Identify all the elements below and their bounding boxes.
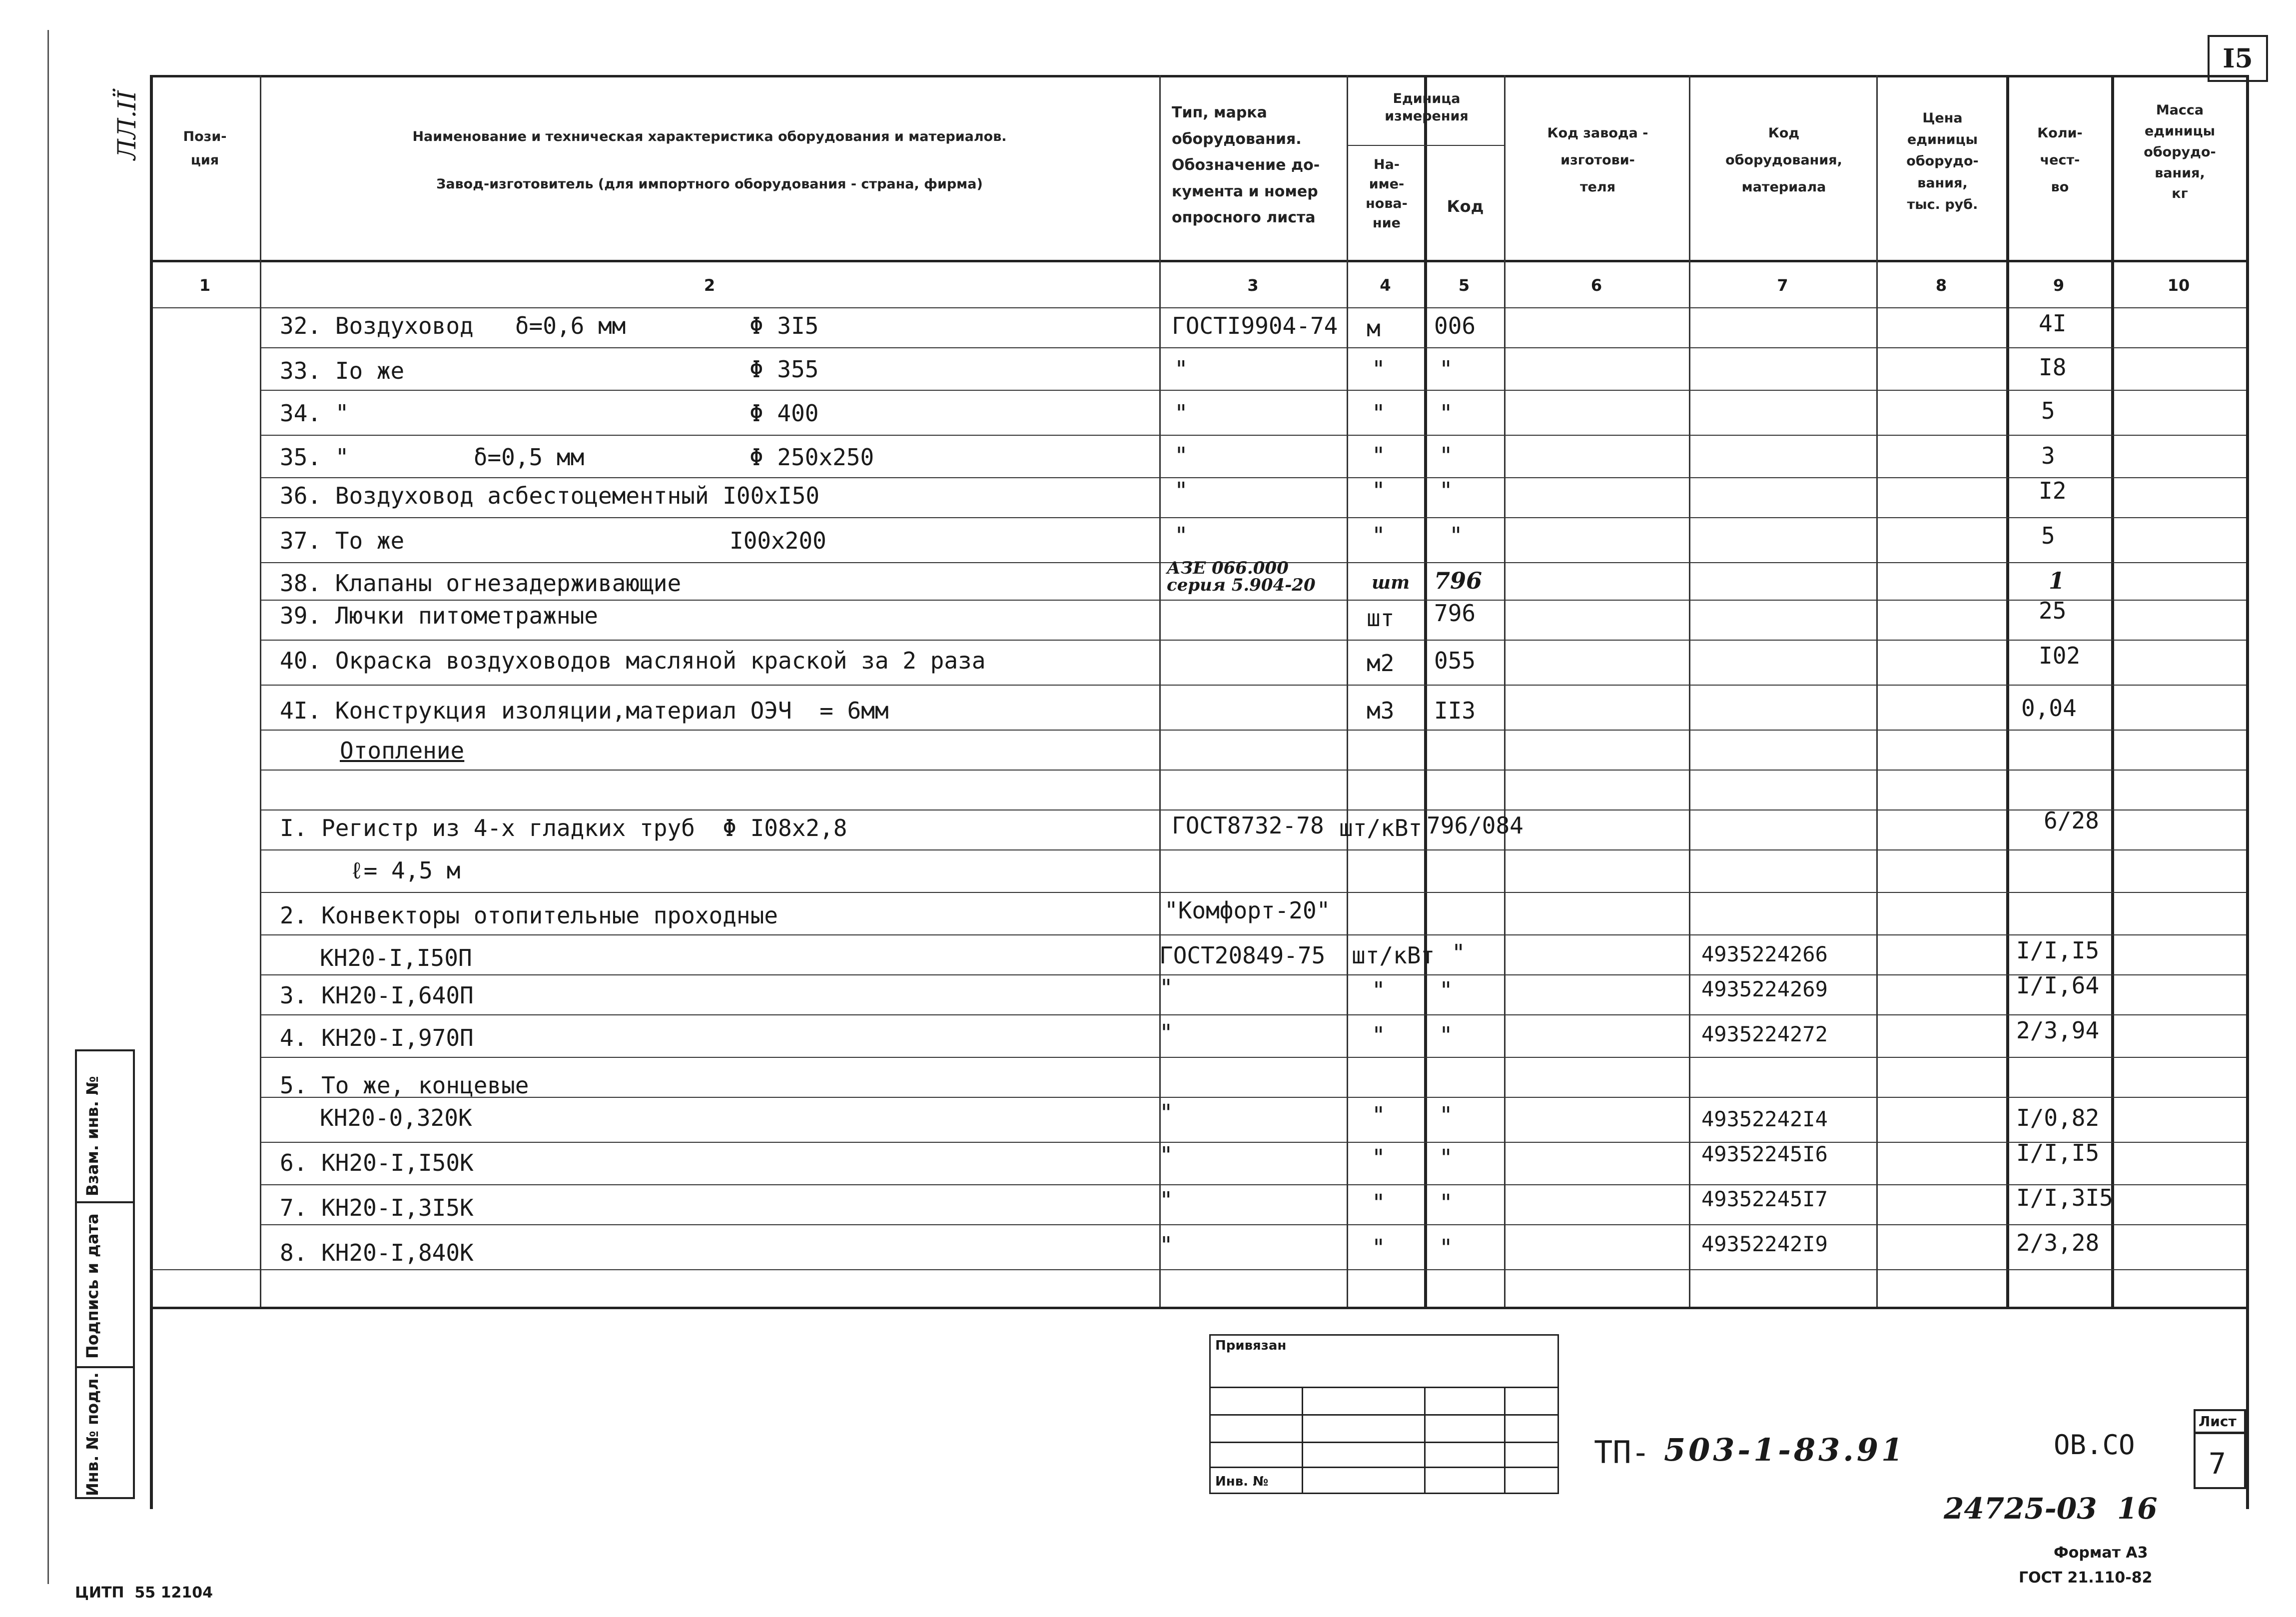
item-unit-code: " — [1439, 1189, 1453, 1216]
item-unit: шт — [1372, 572, 1410, 593]
column-number: 5 — [1458, 276, 1470, 295]
item-unit: м3 — [1367, 697, 1395, 724]
header-item-code: Код оборудования, материала — [1725, 125, 1842, 195]
attachment-stamp — [1209, 1334, 1559, 1494]
item-code: 4935224269 — [1701, 977, 1828, 1001]
item-length: ℓ= 4,5 м — [350, 857, 461, 884]
header-name-line2: Завод-изготовитель (для импортного оборудования - страна, фирма) — [436, 176, 983, 192]
section-title: Отопление — [340, 737, 465, 764]
item-qty: 5 — [2041, 522, 2055, 549]
header-mass: Масса единицы оборудо- вания, кг — [2144, 102, 2216, 202]
sidebar-label-orig-inv: Инв. № подл. — [83, 1372, 102, 1496]
item-name: 37. То же — [280, 527, 405, 554]
gost-standard: ГОСТ 21.110-82 — [2019, 1569, 2153, 1587]
item-name: 5. То же, концевые — [280, 1072, 529, 1099]
item-qty: I/0,82 — [2016, 1104, 2100, 1131]
item-name: 34. " — [280, 400, 349, 427]
item-unit-code: " — [1439, 1144, 1453, 1171]
item-qty: 4I — [2039, 310, 2067, 337]
item-size: Φ 250x250 — [750, 444, 874, 471]
item-code: 49352245I6 — [1701, 1142, 1828, 1166]
item-doc: " — [1159, 1099, 1173, 1126]
archive-number: 24725-03 16 — [1944, 1492, 2158, 1526]
item-unit: " — [1372, 1189, 1386, 1216]
item-name: 2. Конвекторы отопительные проходные — [280, 902, 778, 929]
item-unit: " — [1372, 442, 1386, 469]
item-unit: шт/кВт — [1352, 942, 1435, 969]
item-doc: АЗЕ 066.000 серия 5.904-20 — [1167, 558, 1316, 595]
item-code: 4935224266 — [1701, 942, 1828, 966]
item-doc: " — [1159, 1187, 1173, 1214]
item-unit: м — [1367, 315, 1381, 342]
header-name-line1: Наименование и техническая характеристика оборудования и материалов. — [412, 129, 1007, 144]
item-unit-code: " — [1439, 1234, 1453, 1261]
sheet-label: Лист — [2199, 1413, 2237, 1430]
item-qty: I8 — [2039, 354, 2067, 381]
item-unit-code: " — [1439, 977, 1453, 1004]
item-doc: " — [1174, 442, 1188, 469]
approval-sidebar — [75, 1049, 135, 1499]
item-qty: 5 — [2041, 397, 2055, 424]
item-doc: "Комфорт-20" — [1164, 897, 1331, 924]
item-qty: I/I,64 — [2016, 972, 2100, 999]
column-number: 2 — [704, 276, 716, 295]
org-stamp: ЦИТП 55 12104 — [75, 1584, 213, 1602]
header-factory-code: Код завода - изготови- теля — [1547, 125, 1648, 195]
item-size: Φ 400 — [750, 400, 819, 427]
item-code: 49352242I9 — [1701, 1232, 1828, 1256]
item-unit-code: " — [1452, 939, 1466, 966]
sheet-number-top: I5 — [2208, 35, 2268, 82]
stamp-inv-label: Инв. № — [1215, 1474, 1269, 1489]
item-qty: 3 — [2041, 442, 2055, 469]
item-unit: " — [1372, 1022, 1386, 1049]
item-unit-code: " — [1439, 477, 1453, 504]
doc-code-handwritten: 503-1-83.91 — [1664, 1432, 1906, 1468]
item-qty: 6/28 — [2044, 807, 2099, 834]
sidebar-label-replaced-inv: Взам. инв. № — [83, 1076, 102, 1196]
item-unit: " — [1372, 400, 1386, 427]
header-unit-code: Код — [1447, 197, 1484, 216]
item-qty: I/I,I5 — [2016, 937, 2100, 964]
item-code: 4935224272 — [1701, 1022, 1828, 1046]
item-unit-code: 796 — [1434, 600, 1476, 627]
item-doc: " — [1159, 1019, 1173, 1046]
item-name: 4. КН20-I,970П — [280, 1024, 474, 1051]
header-unit-group: Единица измерения — [1385, 91, 1469, 124]
item-doc: " — [1174, 356, 1188, 383]
item-unit: " — [1372, 1144, 1386, 1171]
item-name: 39. Лючки питометражные — [280, 602, 598, 629]
item-doc: " — [1174, 522, 1188, 549]
item-doc: " — [1159, 974, 1173, 1001]
item-name: 8. КН20-I,840К — [280, 1239, 474, 1266]
item-size: Φ 355 — [750, 356, 819, 383]
item-code: 49352245I7 — [1701, 1187, 1828, 1211]
header-type: Тип, марка оборудования. Обозначение до- кумента и номер опросного листа — [1172, 104, 1320, 226]
item-unit: " — [1372, 1234, 1386, 1261]
column-number: 3 — [1247, 276, 1259, 295]
item-qty: 0,04 — [2021, 695, 2077, 722]
item-name: 3. КН20-I,640П — [280, 982, 474, 1009]
item-doc: ГОСТ20849-75 — [1159, 942, 1326, 969]
item-name: 33. Io же — [280, 357, 405, 384]
item-unit-code: " — [1439, 442, 1453, 469]
item-name: 35. " δ=0,5 мм — [280, 444, 585, 471]
item-name: 4I. Конструкция изоляции,материал ОЭЧ = 6мм — [280, 697, 889, 724]
column-number: 6 — [1590, 276, 1602, 295]
item-unit: " — [1372, 522, 1386, 549]
item-unit-code: " — [1439, 400, 1453, 427]
stamp-attached-label: Привязан — [1215, 1338, 1287, 1353]
item-qty: 1 — [2049, 567, 2065, 594]
sidebar-label-signature-date: Подпись и дата — [83, 1213, 102, 1359]
item-qty: I2 — [2039, 477, 2067, 504]
item-name: КН20-I,I50П — [320, 944, 472, 971]
item-unit-code: 796 — [1434, 567, 1483, 594]
item-name: 6. КН20-I,I50К — [280, 1149, 474, 1176]
item-qty: 25 — [2039, 597, 2067, 624]
item-unit: шт/кВт — [1339, 814, 1423, 841]
item-unit: " — [1372, 356, 1386, 383]
column-number: 7 — [1777, 276, 1788, 295]
header-price: Цена единицы оборудо- вания, тыс. руб. — [1906, 110, 1979, 212]
item-unit: м2 — [1367, 650, 1395, 677]
column-number: 8 — [1935, 276, 1947, 295]
item-name: 36. Воздуховод асбестоцементный I00xI50 — [280, 482, 820, 509]
item-qty: I/I,I5 — [2016, 1139, 2100, 1166]
item-name: 40. Окраска воздуховодов масляной краской за 2 раза — [280, 647, 986, 674]
item-qty: I/I,3I5 — [2016, 1184, 2113, 1211]
item-name: 7. КН20-I,3I5К — [280, 1194, 474, 1221]
doc-code-prefix: ТП- — [1594, 1434, 1650, 1471]
item-name: 38. Клапаны огнезадерживающие — [280, 570, 682, 597]
item-unit: " — [1372, 977, 1386, 1004]
item-name: I. Регистр из 4-х гладких труб Φ I08x2,8 — [280, 814, 847, 841]
column-number: 9 — [2053, 276, 2065, 295]
item-unit-code: " — [1449, 522, 1463, 549]
column-number: 4 — [1380, 276, 1391, 295]
item-doc: " — [1174, 477, 1188, 504]
item-qty: 2/3,28 — [2016, 1229, 2100, 1256]
header-position: Пози- ция — [183, 129, 227, 168]
item-size: I00x200 — [730, 527, 826, 554]
item-doc: " — [1159, 1232, 1173, 1259]
item-size: Φ 3I5 — [750, 312, 819, 339]
corner-mark: ЛЛ.ІЇ — [112, 90, 141, 160]
item-name: КН20-0,320К — [320, 1104, 472, 1131]
item-doc: ГОСТ8732-78 — [1172, 812, 1324, 839]
item-name: 32. Воздуховод δ=0,6 мм — [280, 312, 626, 339]
item-doc: " — [1159, 1142, 1173, 1169]
item-unit: " — [1372, 477, 1386, 504]
item-unit-code: 796/084 — [1427, 812, 1524, 839]
item-unit-code: 006 — [1434, 312, 1476, 339]
item-doc: " — [1174, 400, 1188, 427]
item-unit: шт — [1367, 605, 1395, 632]
item-qty: 2/3,94 — [2016, 1017, 2100, 1044]
column-number: 1 — [199, 276, 211, 295]
sheet-value: 7 — [2209, 1447, 2226, 1481]
doc-mark: ОВ.СО — [2054, 1429, 2135, 1461]
header-unit-name: На- име- нова- ние — [1366, 157, 1408, 231]
header-quantity: Коли- чест- во — [2037, 125, 2083, 195]
paper-format: Формат А3 — [2054, 1544, 2148, 1562]
column-number: 10 — [2167, 276, 2190, 295]
item-unit-code: " — [1439, 1022, 1453, 1049]
item-unit-code: " — [1439, 356, 1453, 383]
item-unit: " — [1372, 1102, 1386, 1129]
item-unit-code: 055 — [1434, 647, 1476, 674]
item-qty: I02 — [2039, 642, 2081, 669]
item-doc: ГОСТI9904-74 — [1172, 312, 1338, 339]
item-code: 49352242I4 — [1701, 1107, 1828, 1131]
item-unit-code: " — [1439, 1102, 1453, 1129]
item-unit-code: II3 — [1434, 697, 1476, 724]
